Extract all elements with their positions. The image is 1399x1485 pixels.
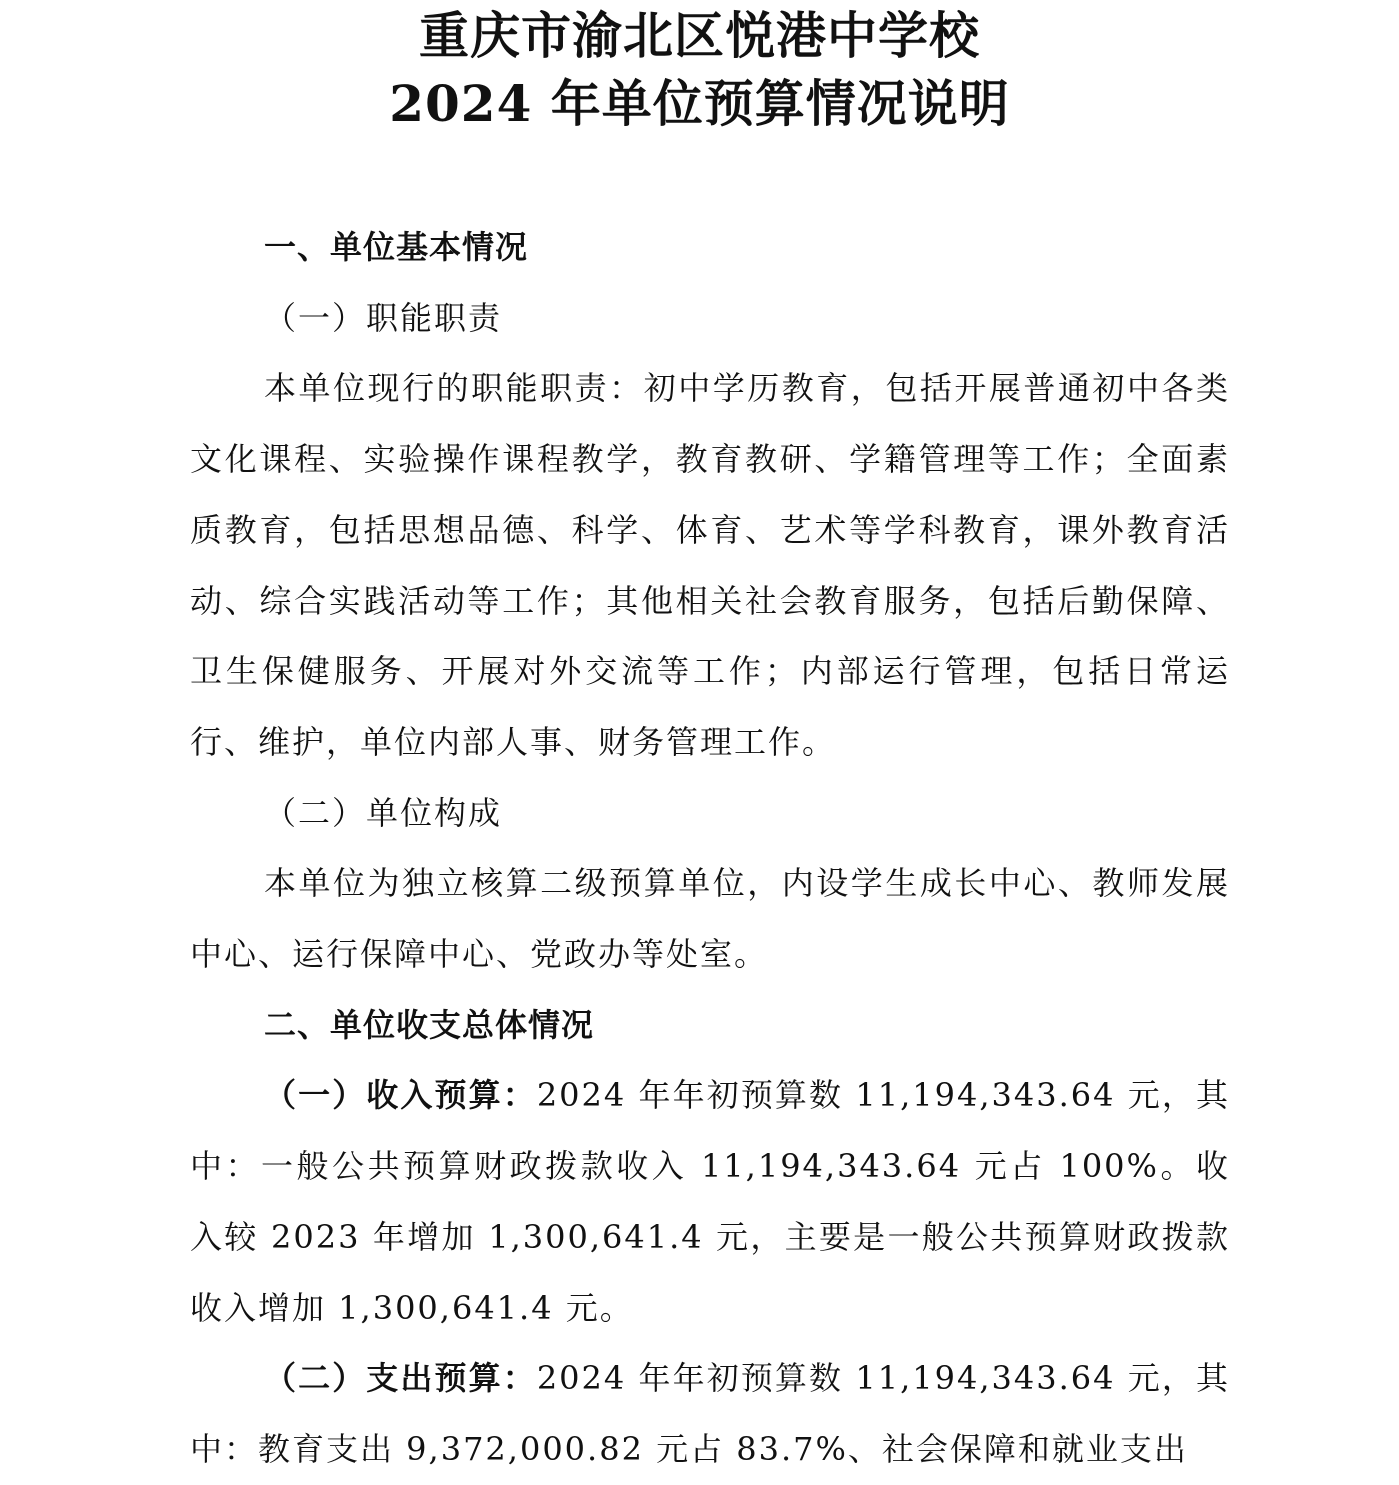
expenditure-budget-lead: （二）支出预算：	[264, 1359, 537, 1398]
subsection-heading-composition: （二）单位构成	[264, 793, 503, 832]
expenditure-budget-text: 2024 年年初预算数 11,194,343.64 元，其中：教育支出 9,372,000.82 元占 83.7%、社会保障和就业支出	[190, 1359, 1230, 1468]
document-body	[190, 212, 1230, 1485]
paragraph-expenditure-budget	[190, 1343, 1230, 1484]
paragraph-income-budget	[190, 1060, 1230, 1343]
subsection-heading-functions: （一）职能职责	[264, 298, 503, 337]
section-heading-basic-info: 一、单位基本情况	[264, 228, 529, 266]
document-title-line2: 2024 年单位预算情况说明	[389, 74, 1010, 133]
document-title-line1: 重庆市渝北区悦港中学校	[419, 7, 980, 65]
paragraph-composition: 本单位为独立核算二级预算单位，内设学生成长中心、教师发展中心、运行保障中心、党政办等处室。	[190, 864, 1230, 974]
section-heading-budget-overview: 二、单位收支总体情况	[264, 1005, 595, 1044]
paragraph-functions: 本单位现行的职能职责：初中学历教育，包括开展普通初中各类文化课程、实验操作课程教学，教育教研、学籍管理等工作；全面素质教育，包括思想品德、科学、体育、艺术等学科教育，课外教育活动、综合实践活动等工作；其他相关社会教育服务，包括后勤保障、卫生保健服务、开展对外交流等工作；内部运行管理，包括日常运行、维护，单位内部人事、财务管理工作。	[190, 369, 1230, 761]
income-budget-text: 2024 年年初预算数 11,194,343.64 元，其中：一般公共预算财政拨款收入 11,194,343.64 元占 100%。收入较 2023 年增加 1,300,641.4 元，主要是一般公共预算财政拨款收入增加 1,300,641.4 元。	[190, 1076, 1230, 1327]
income-budget-lead: （一）收入预算：	[264, 1076, 537, 1115]
